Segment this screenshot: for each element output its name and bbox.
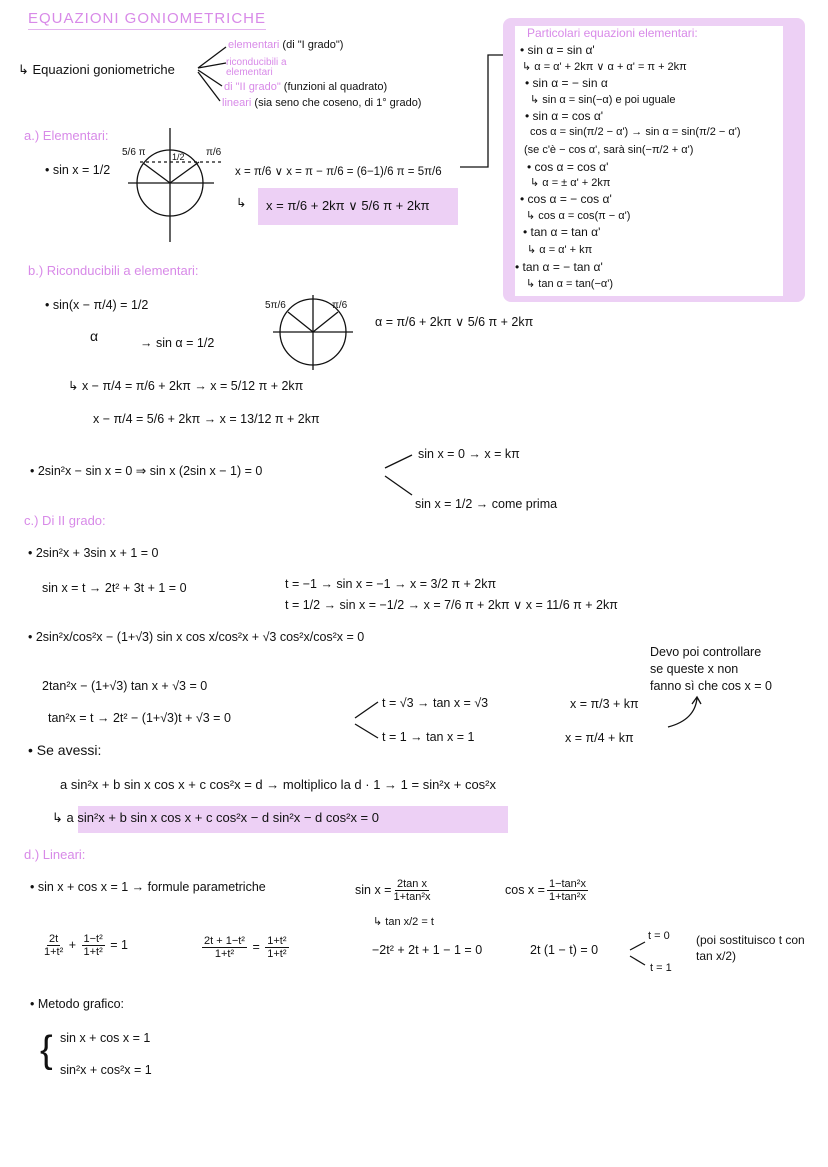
section-d-heading: d.) Lineari:: [24, 847, 86, 862]
circle-label: 5π/6: [265, 300, 286, 311]
branch-type: di "II grado": [224, 81, 281, 93]
branch-type: elementari: [228, 39, 280, 51]
branch: t = −1 → sin x = −1 → x = 3/2 π + 2kπ: [285, 577, 497, 591]
brace-icon: {: [40, 1029, 53, 1071]
circle-label: π/6: [206, 147, 222, 158]
note: (poi sostituisco t con tan x/2): [696, 933, 805, 963]
box-line: (se c'è − cos α', sarà sin(−π/2 + α'): [524, 144, 694, 156]
box-line: cos α = sin(π/2 − α') → sin α = sin(π/2 − α'): [530, 126, 741, 138]
fraction: $\frac{\text{1+t²}}{\text{1+t²}}$: [267, 935, 287, 960]
box-line: ↳ α = α' + 2kπ ∨ α + α' = π + 2kπ: [522, 61, 687, 73]
branch: t = √3 → tan x = √3: [382, 696, 489, 710]
circle-label: π/6: [332, 300, 348, 311]
root: t = 0: [648, 930, 670, 942]
branch: sin x = 1/2 → come prima: [415, 497, 558, 511]
branch: t = 1/2 → sin x = −1/2 → x = 7/6 π + 2kπ ∨ x = 11/6 π + 2kπ: [285, 598, 618, 612]
section-c-heading: c.) Di II grado:: [24, 513, 106, 528]
arrow-icon: ↳: [236, 196, 247, 210]
equation: 2tan²x − (1+√3) tan x + √3 = 0: [42, 679, 208, 693]
equation: • sin x = 1/2: [45, 163, 111, 177]
box-line: • tan α = tan α': [523, 225, 601, 239]
equation: • sin x + cos x = 1 → formule parametriche: [30, 880, 266, 894]
system-line: sin x + cos x = 1: [60, 1031, 151, 1045]
step: −2t² + 2t + 1 − 1 = 0: [372, 943, 483, 957]
note-line: se queste x non: [650, 662, 739, 676]
fraction: $\frac{\text{2t + 1−t²}}{\text{1+t²}}$: [204, 935, 245, 960]
branch: sin x = 0 → x = kπ: [418, 447, 520, 461]
fraction: $\frac{\text{1−tan²x}}{\text{1+tan²x}}$: [548, 878, 586, 903]
circle-label: 1/2: [172, 152, 185, 162]
case-label: • Se avessi:: [28, 742, 102, 758]
equation: • sin(x − π/4) = 1/2: [45, 298, 149, 312]
page-title: EQUAZIONI GONIOMETRICHE: [28, 10, 266, 30]
box-line: • sin α = sin α': [520, 43, 595, 57]
equation: • 2sin²x/cos²x − (1+√3) sin x cos x/cos²x + √3 cos²x/cos²x = 0: [28, 630, 365, 644]
step: ↳ x − π/4 = π/6 + 2kπ → x = 5/12 π + 2kπ: [68, 379, 304, 393]
solution: x = π/3 + kπ: [570, 697, 639, 711]
note-line: Devo poi controllare: [650, 645, 762, 659]
branch-note: (funzioni al quadrato): [283, 81, 388, 93]
equation: • 2sin²x + 3sin x + 1 = 0: [28, 546, 159, 560]
alpha-label: α: [90, 328, 99, 344]
box-line: • tan α = − tan α': [515, 260, 603, 274]
box-line: • sin α = cos α': [525, 109, 604, 123]
branch-lines: [0, 0, 1, 1]
note-line: fanno sì che cos x = 0: [650, 679, 772, 693]
box-line: • cos α = − cos α': [520, 192, 612, 206]
step: x = π/6 ∨ x = π − π/6 = (6−1)/6 π = 5π/6: [235, 166, 442, 178]
branch: t = 1 → tan x = 1: [382, 730, 475, 744]
fraction: $\frac{2t}{\text{1+t²}}$: [44, 933, 64, 958]
equation: a sin²x + b sin x cos x + c cos²x = d → moltiplico la d · 1 → 1 = sin²x + cos²x: [60, 777, 497, 792]
branch-type: lineari: [222, 97, 252, 109]
box-line: ↳ α = ± α' + 2kπ: [530, 177, 611, 189]
substitution: ↳ tan x/2 = t: [373, 916, 434, 928]
method-label: • Metodo grafico:: [30, 997, 125, 1011]
box-line: • sin α = − sin α: [525, 76, 608, 90]
box-line: • cos α = cos α': [527, 160, 609, 174]
section-b-heading: b.) Riconducibili a elementari:: [28, 263, 199, 278]
root: t = 1: [650, 962, 672, 974]
intro-root: ↳ Equazioni goniometriche: [18, 62, 175, 77]
label: cos x =: [505, 882, 545, 897]
solution: x = π/4 + kπ: [565, 731, 634, 745]
rhs: = 1: [110, 937, 128, 952]
substitution: → sin α = 1/2: [140, 336, 215, 350]
alpha-solution: α = π/6 + 2kπ ∨ 5/6 π + 2kπ: [375, 315, 534, 329]
section-a-heading: a.) Elementari:: [24, 128, 109, 143]
system-line: sin²x + cos²x = 1: [60, 1063, 152, 1077]
branch-type: riconducibili a elementari: [226, 57, 287, 78]
branch-note: (sia seno che coseno, di 1° grado): [254, 97, 422, 109]
circle-label: 5/6 π: [122, 147, 146, 158]
result: ↳ a sin²x + b sin x cos x + c cos²x − d sin²x − d cos²x = 0: [52, 810, 379, 825]
box-line: ↳ sin α = sin(−α) e poi uguale: [530, 94, 676, 106]
substitution: sin x = t → 2t² + 3t + 1 = 0: [42, 581, 187, 595]
factorization: 2t (1 − t) = 0: [530, 943, 599, 957]
fraction: $\frac{\text{2tan x}}{\text{1+tan²x}}$: [393, 878, 431, 903]
equation: • 2sin²x − sin x = 0 ⇒ sin x (2sin x − 1) = 0: [30, 464, 263, 478]
box-line: ↳ tan α = tan(−α'): [526, 278, 614, 290]
box-heading: Particolari equazioni elementari:: [527, 26, 698, 40]
substitution: tan²x = t → 2t² − (1+√3)t + √3 = 0: [48, 711, 231, 725]
branch-note: (di "I grado"): [282, 39, 344, 51]
box-line: ↳ α = α' + kπ: [527, 244, 593, 256]
step: x − π/4 = 5/6 + 2kπ → x = 13/12 π + 2kπ: [93, 412, 320, 426]
box-line: ↳ cos α = cos(π − α'): [526, 210, 631, 222]
result: x = π/6 + 2kπ ∨ 5/6 π + 2kπ: [266, 198, 430, 213]
label: sin x =: [355, 882, 392, 897]
fraction: $\frac{\text{1−t²}}{\text{1+t²}}$: [83, 933, 103, 958]
